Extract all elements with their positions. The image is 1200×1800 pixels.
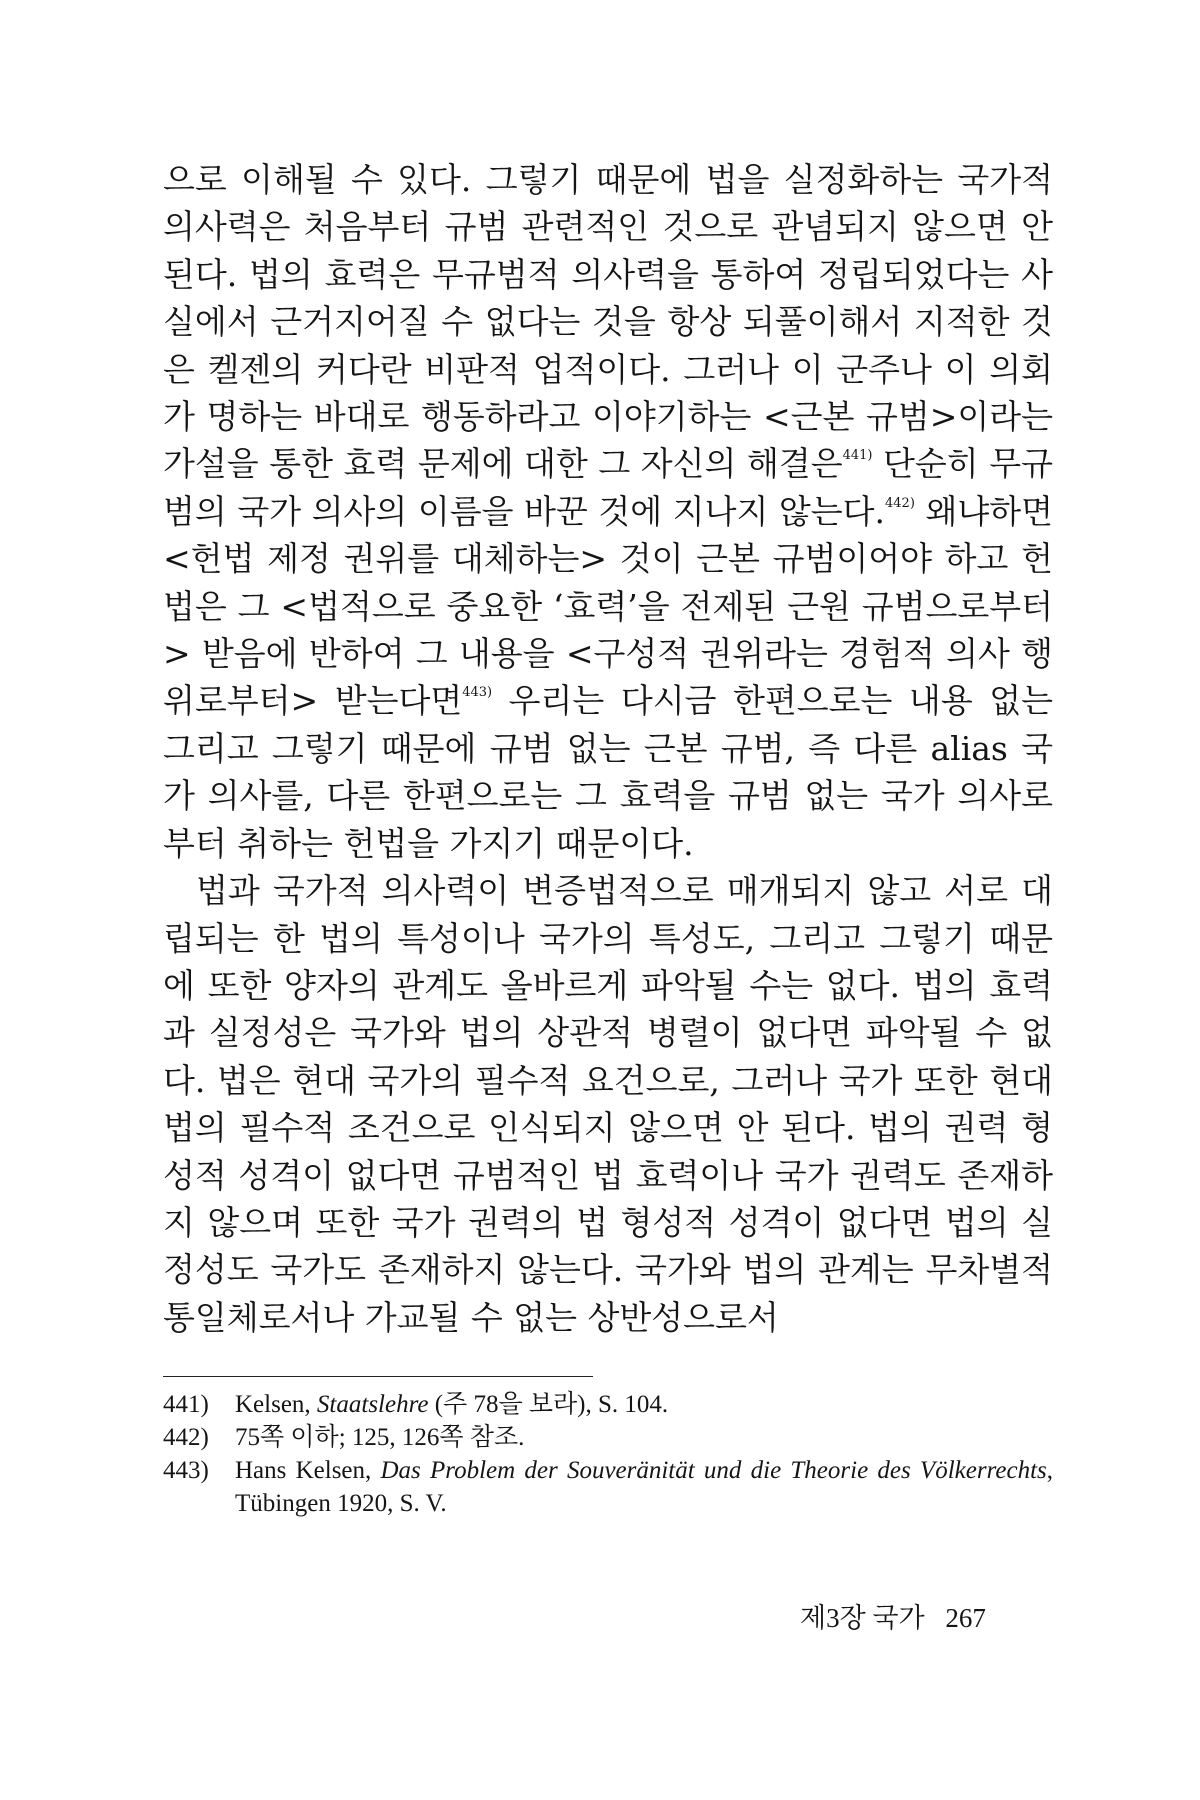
body-text [163, 156, 1053, 1341]
text-run: Hans Kelsen, [235, 1457, 381, 1484]
text-run: 왜냐하면 <헌법 제정 권위를 대체하는> 것이 근본 규범이어야 하고 헌법은 그 <법적으로 중요한 ‘효력’을 전제된 근원 규범으로부터> 받음에 반하여 그 내용을 <구성적 권위라는 경험적 의사 행위로부터> 받는다면 [163, 491, 1053, 721]
text-run: 단순히 무규범의 국가 의사의 이름을 바꾼 것에 지나지 않는다. [163, 444, 1053, 531]
text-run: , Tübingen 1920, S. V. [235, 1457, 1053, 1517]
footnote-text [235, 1421, 1053, 1454]
text-run: 75쪽 이하; 125, 126쪽 참조. [235, 1424, 525, 1451]
footnote-ref: 443) [462, 685, 493, 701]
italic-title: Das Problem der Souveränität und die Theorie des Völkerrechts [380, 1457, 1047, 1484]
footnote-number: 441) [163, 1391, 209, 1418]
footnote-ref: 442) [885, 495, 915, 511]
footnotes [163, 1388, 1053, 1520]
footnote-number: 442) [163, 1424, 209, 1451]
text-run: 으로 이해될 수 있다. 그렇기 때문에 법을 실정화하는 국가적 의사력은 처음부터 규범 관련적인 것으로 관념되지 않으면 안 된다. 법의 효력은 무규범적 의사력을 통하여 정립되었다는 사실에서 근거지어질 수 없다는 것을 항상 되풀이해서 지적한 것은 켈젠의 커다란 비판적 업적이다. 그러나 이 군주나 이 의회가 명하는 바대로 행동하라고 이야기하는 <근본 규범>이라는 가설을 통한 효력 문제에 대한 그 자신의 해결은 [163, 160, 1053, 484]
footnote-ref: 441) [842, 448, 873, 464]
text-run: 우리는 다시금 한편으로는 내용 없는 그리고 그렇기 때문에 규범 없는 근본 규범, 즉 다른 alias 국가 의사를, 다른 한편으로는 그 효력을 규범 없는 국가 의사로부터 취하는 헌법을 가지기 때문이다. [163, 681, 1053, 863]
text-run: (주 78을 보라), S. 104. [428, 1391, 669, 1418]
page-number: 267 [945, 1603, 986, 1633]
footnote-number: 443) [163, 1457, 209, 1484]
footnote-text [235, 1454, 1053, 1520]
paragraph [163, 867, 1053, 1341]
footnote-divider [163, 1376, 593, 1377]
running-footer-chapter: 제3장 국가 [800, 1603, 925, 1633]
italic-title: Staatslehre [316, 1391, 429, 1418]
text-run: Kelsen, [235, 1391, 317, 1418]
footnote [163, 1454, 1053, 1520]
text-run: 법과 국가적 의사력이 변증법적으로 매개되지 않고 서로 대립되는 한 법의 특성이나 국가의 특성도, 그리고 그렇기 때문에 또한 양자의 관계도 올바르게 파악될 수는 없다. 법의 효력과 실정성은 국가와 법의 상관적 병렬이 없다면 파악될 수 없다. 법은 현대 국가의 필수적 요건으로, 그러나 국가 또한 현대 법의 필수적 조건으로 인식되지 않으면 안 된다. 법의 권력 형성적 성격이 없다면 규범적인 법 효력이나 국가 권력도 존재하지 않으며 또한 국가 권력의 법 형성적 성격이 없다면 법의 실정성도 국가도 존재하지 않는다. 국가와 법의 관계는 무차별적 통일체로서나 가교될 수 없는 상반성으로서 [163, 871, 1053, 1337]
footnote [163, 1421, 1053, 1454]
footnote [163, 1388, 1053, 1421]
page-footer [800, 1596, 986, 1635]
paragraph [163, 156, 1053, 867]
footnote-text [235, 1388, 1053, 1421]
